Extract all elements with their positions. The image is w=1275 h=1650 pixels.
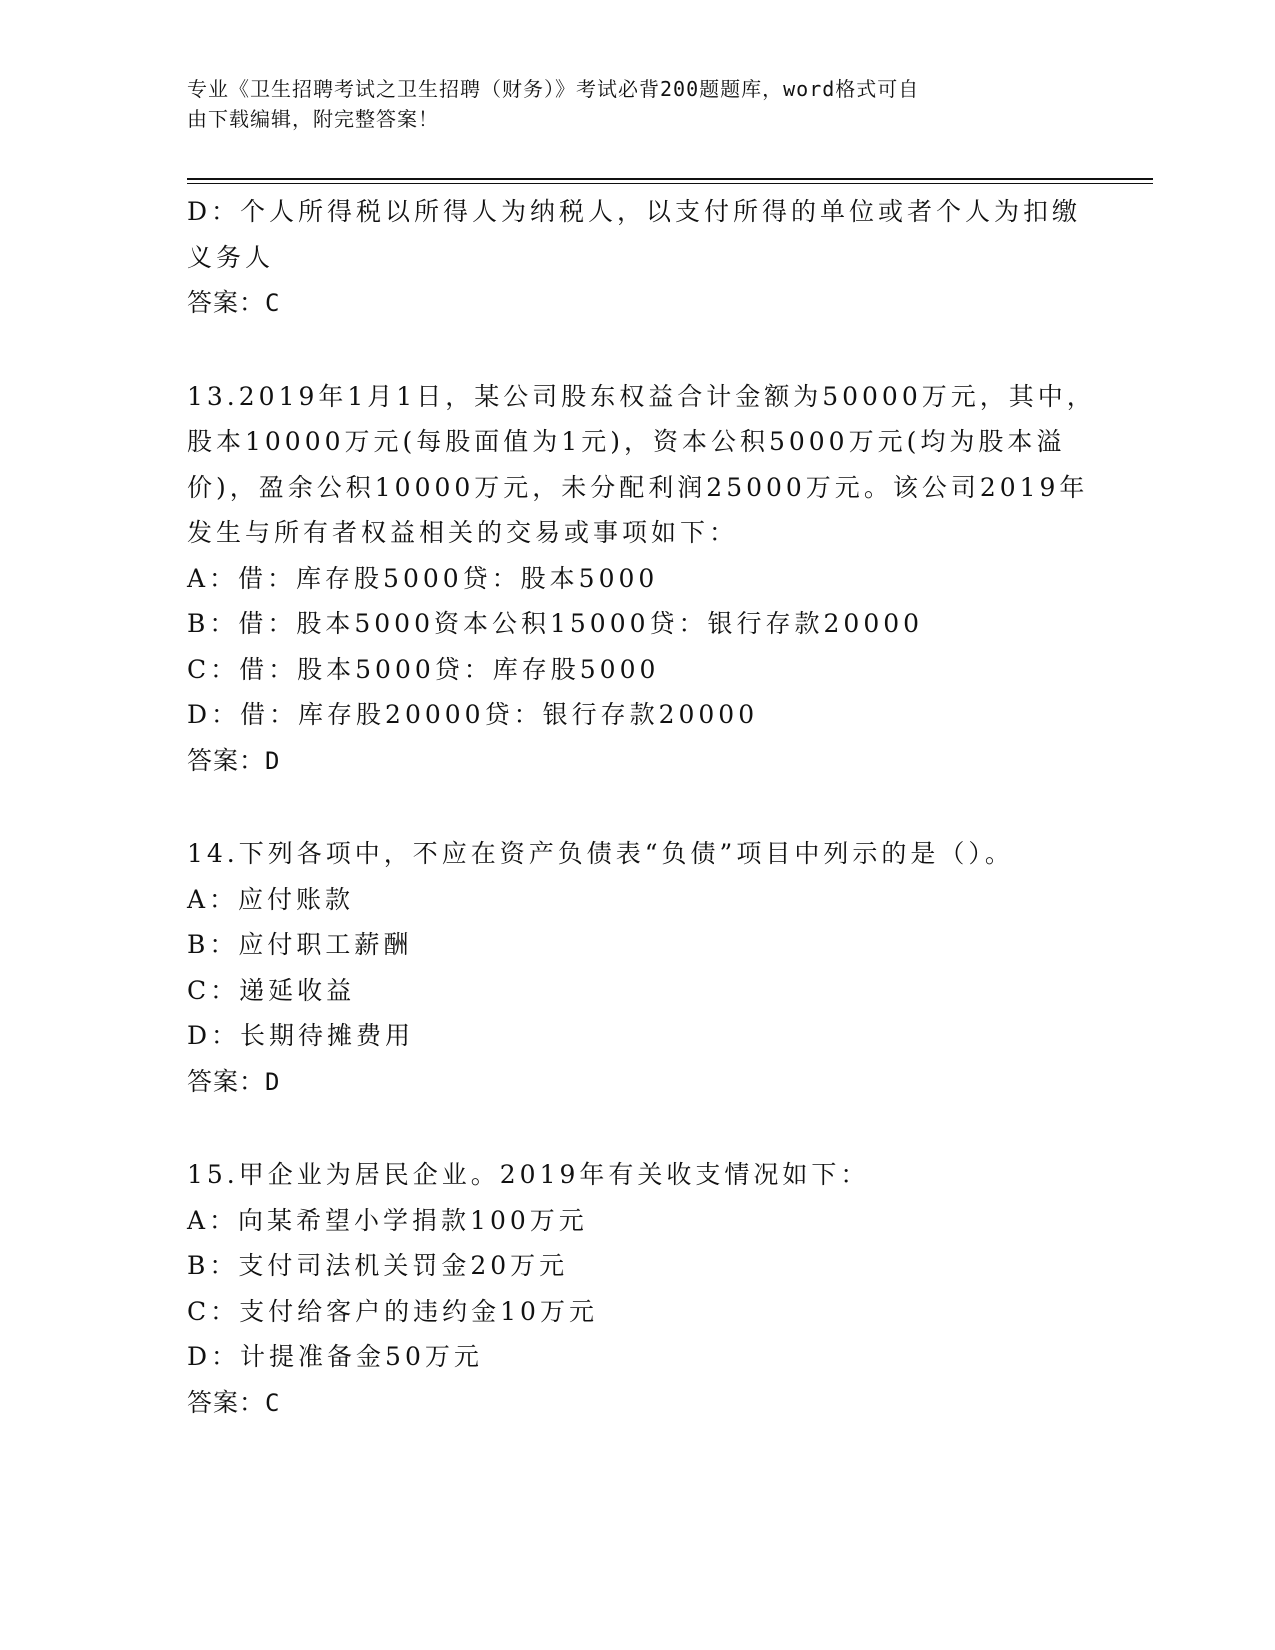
q14-option-b: B：应付职工薪酬 [187, 930, 413, 959]
question-13 [187, 374, 1096, 785]
q13-option-c: C：借：股本5000贷：库存股5000 [187, 654, 660, 684]
q13-stem-line-4: 发生与所有者权益相关的交易或事项如下： [187, 518, 739, 547]
answer-label: 答案： [187, 745, 266, 775]
q13-option-b: B：借：股本5000资本公积15000贷：银行存款20000 [187, 609, 924, 638]
spacer [187, 327, 1087, 374]
spacer [187, 1105, 1087, 1152]
question-content [187, 189, 1096, 1426]
header-line-2: 由下载编辑，附完整答案！ [187, 107, 439, 131]
q13-option-a: A：借：库存股5000贷：股本5000 [187, 563, 659, 593]
answer-value: C [265, 289, 281, 317]
q15-option-b: B：支付司法机关罚金20万元 [187, 1251, 569, 1280]
q14-option-d: D：长期待摊费用 [187, 1021, 415, 1050]
question-12-tail [187, 189, 1087, 327]
q14-stem: 14.下列各项中，不应在资产负债表“负债”项目中列示的是（）。 [187, 839, 1014, 868]
q14-option-a: A：应付账款 [187, 884, 355, 914]
answer-label: 答案： [187, 288, 266, 317]
q12-option-d-line-1: D：个人所得税以所得人为纳税人，以支付所得的单位或者个人为扣缴 [187, 197, 1082, 226]
q12-answer [187, 280, 1087, 327]
q12-option-d-line-2: 义务人 [187, 242, 275, 272]
document-header [187, 74, 1067, 134]
q14-answer [187, 1059, 1087, 1106]
header-line-1: 专业《卫生招聘考试之卫生招聘（财务）》考试必背200题题库，word格式可自 [187, 77, 920, 101]
q15-option-d: D：计提准备金50万元 [187, 1342, 483, 1371]
q13-option-d: D：借：库存股20000贷：银行存款20000 [187, 700, 759, 729]
header-divider-thin [187, 183, 1153, 184]
q13-stem-line-1: 13.2019年1月1日，某公司股东权益合计金额为50000万元，其中， [187, 381, 1096, 411]
q15-answer [187, 1380, 1087, 1427]
q13-stem-line-2: 股本10000万元(每股面值为1元)，资本公积5000万元(均为股本溢 [187, 427, 1066, 456]
q13-answer [187, 738, 1087, 785]
answer-label: 答案： [187, 1066, 266, 1096]
q15-option-a: A：向某希望小学捐款100万元 [187, 1205, 588, 1235]
answer-value: D [265, 1067, 281, 1096]
q15-option-c: C：支付给客户的违约金10万元 [187, 1296, 598, 1326]
answer-value: C [265, 1388, 281, 1417]
q13-stem-line-3: 价)，盈余公积10000万元，未分配利润25000万元。该公司2019年 [187, 472, 1089, 502]
spacer [187, 784, 1087, 831]
header-divider-thick [187, 178, 1153, 180]
question-15 [187, 1152, 1087, 1426]
question-14 [187, 831, 1087, 1105]
q14-option-c: C：递延收益 [187, 975, 356, 1005]
answer-value: D [265, 746, 281, 775]
q15-stem: 15.甲企业为居民企业。2019年有关收支情况如下： [187, 1160, 870, 1189]
answer-label: 答案： [187, 1387, 266, 1417]
